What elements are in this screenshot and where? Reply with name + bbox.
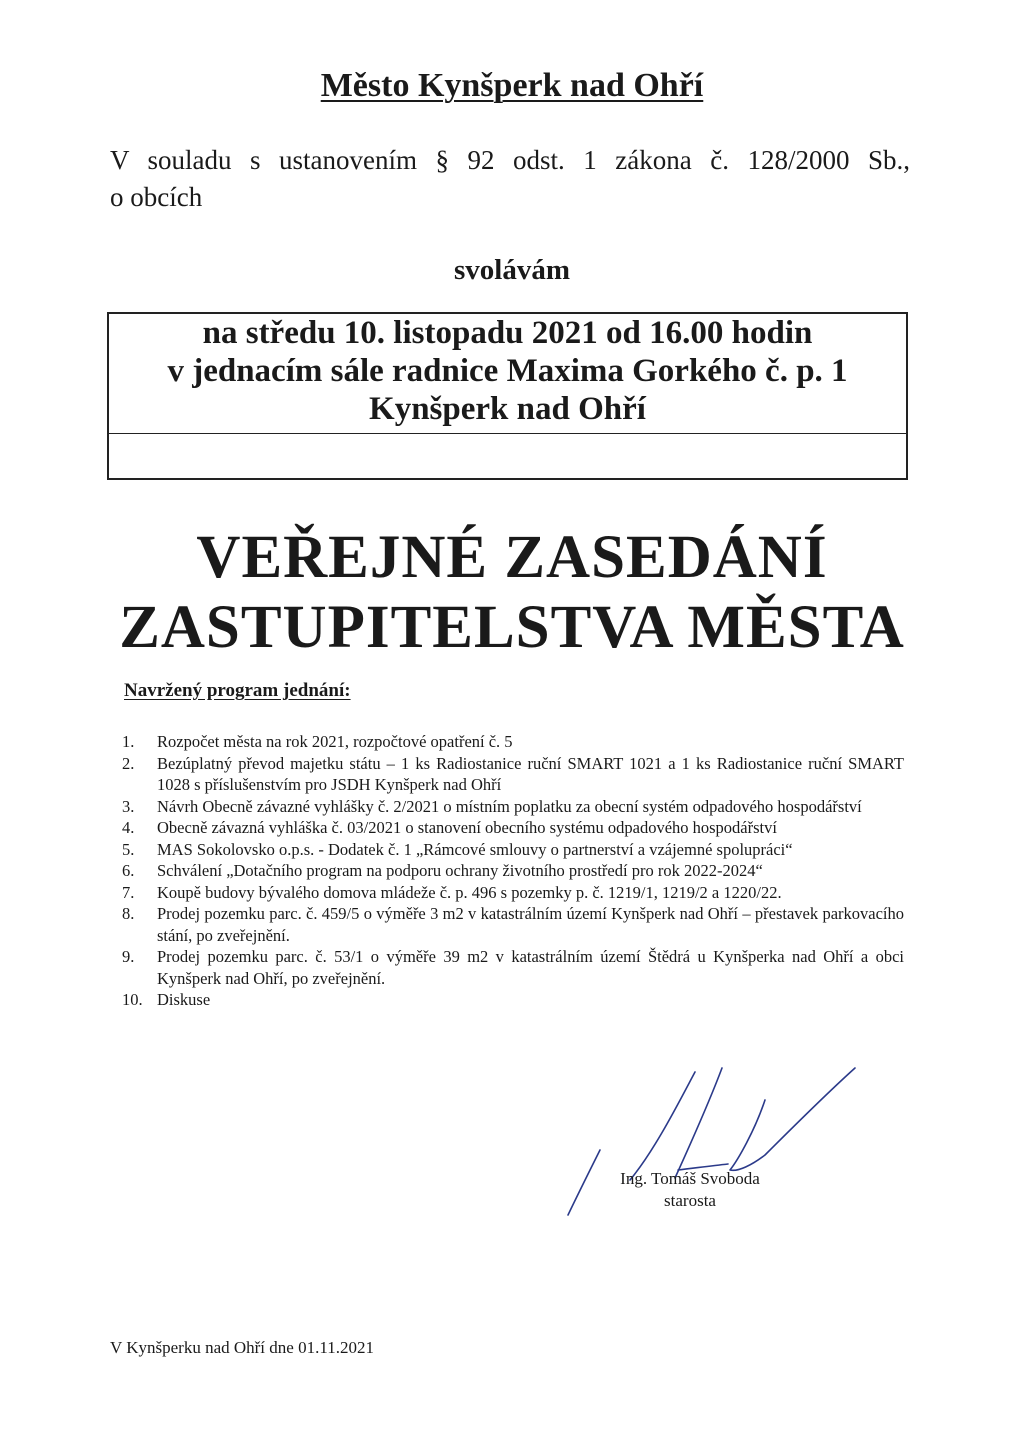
agenda-item-number: 3. [122, 796, 135, 816]
meeting-venue: v jednacím sále radnice Maxima Gorkého č. p. 1 [167, 353, 848, 389]
agenda-item [122, 946, 904, 989]
agenda-item [122, 839, 904, 861]
agenda-item [122, 860, 904, 882]
agenda-item-number: 10. [122, 990, 143, 1009]
program-heading: Navržený program jednání: [124, 680, 351, 701]
agenda-item-number: 5. [122, 839, 135, 859]
issue-dateline: V Kynšperku nad Ohří dne 01.11.2021 [110, 1338, 374, 1357]
signer-name: Ing. Tomáš Svoboda [620, 1169, 760, 1188]
signer-role: starosta [664, 1191, 716, 1210]
convene-statement: svolávám [454, 254, 570, 286]
agenda-item-text: Prodej pozemku parc. č. 459/5 o výměře 3 m2 v katastrálním území Kynšperk nad Ohří – přestavek parkovacího stání, po zveřejnění. [157, 904, 904, 945]
signature-stroke [730, 1068, 855, 1170]
signature-stroke [630, 1072, 695, 1180]
agenda-item-text: Bezúplatný převod majetku státu – 1 ks Radiostanice ruční SMART 1021 a 1 ks Radiostanice ruční SMART 1028 s příslušenstvím pro JSDH Kynšperk nad Ohří [157, 753, 904, 794]
agenda-item-text: Diskuse [157, 990, 211, 1009]
agenda-item-number: 1. [122, 732, 135, 751]
agenda-item [122, 882, 904, 904]
agenda-item-text: Schválení „Dotačního program na podporu ochrany životního prostředí pro rok 2022-2024“ [157, 861, 763, 880]
box-divider [107, 433, 908, 434]
agenda-list [122, 731, 904, 1011]
meeting-town: Kynšperk nad Ohří [369, 391, 646, 427]
agenda-item [122, 817, 904, 839]
signer-block [590, 1168, 790, 1212]
main-title-line-2: ZASTUPITELSTVA MĚSTA [119, 594, 905, 661]
legal-intro-line-2: o obcích [110, 182, 203, 212]
signature-stroke [675, 1068, 722, 1178]
main-title [0, 523, 1024, 663]
agenda-item-number: 2. [122, 753, 135, 773]
legal-intro [110, 142, 910, 216]
agenda-item-text: Návrh Obecně závazné vyhlášky č. 2/2021 o místním poplatku za obecní systém odpadového hospodářství [157, 796, 862, 816]
agenda-item-text: MAS Sokolovsko o.p.s. - Dodatek č. 1 „Rámcové smlouvy o partnerství a vzájemné spolupráci“ [157, 839, 793, 859]
meeting-details [107, 314, 908, 428]
agenda-item-number: 8. [122, 904, 135, 923]
agenda-item [122, 731, 904, 753]
agenda-item [122, 753, 904, 796]
agenda-item-number: 7. [122, 882, 135, 902]
agenda-item-text: Koupě budovy bývalého domova mládeže č. p. 496 s pozemky p. č. 1219/1, 1219/2 a 1220/22. [157, 882, 782, 902]
agenda-item-text: Obecně závazná vyhláška č. 03/2021 o stanovení obecního systému odpadového hospodářství [157, 818, 777, 837]
town-title: Město Kynšperk nad Ohří [320, 67, 704, 104]
main-title-line-1: VEŘEJNÉ ZASEDÁNÍ [196, 524, 828, 591]
agenda-item-number: 6. [122, 861, 135, 880]
agenda-item-number: 4. [122, 818, 135, 837]
agenda-item-text: Prodej pozemku parc. č. 53/1 o výměře 39 m2 v katastrálním území Štědrá u Kynšperka nad Ohří a obci Kynšperk nad Ohří, po zveřejnění. [157, 947, 904, 988]
agenda-item-text: Rozpočet města na rok 2021, rozpočtové opatření č. 5 [157, 732, 513, 751]
legal-intro-line-1: V souladu s ustanovením § 92 odst. 1 zákona č. 128/2000 Sb., [110, 145, 910, 175]
agenda-item-number: 9. [122, 947, 135, 966]
agenda-item [122, 903, 904, 946]
agenda-item [122, 796, 904, 818]
agenda-item [122, 989, 904, 1011]
meeting-date: na středu 10. listopadu 2021 od 16.00 hodin [202, 315, 813, 351]
